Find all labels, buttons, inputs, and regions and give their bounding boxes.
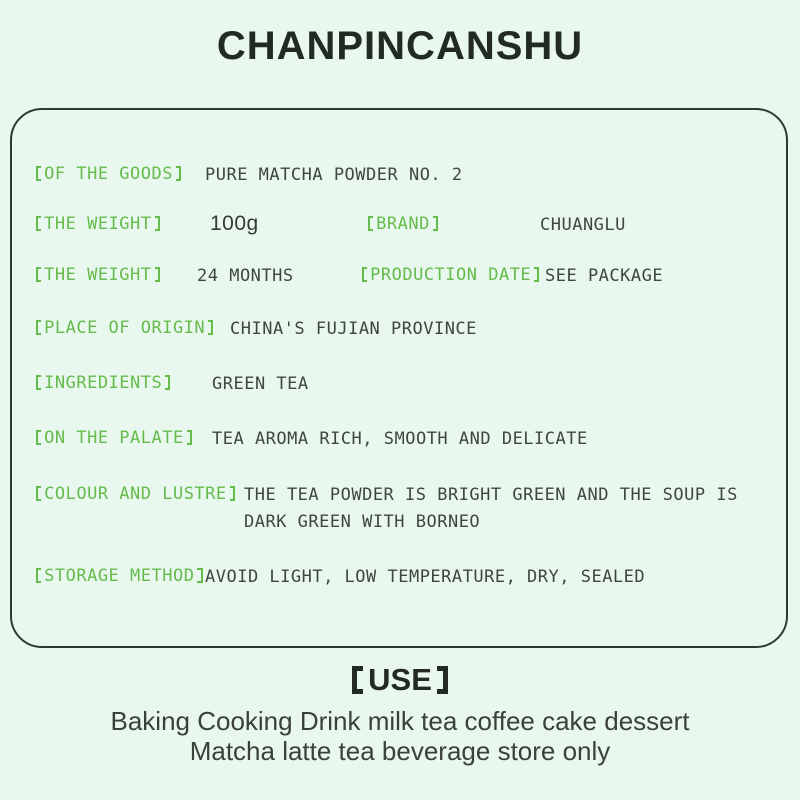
spec-label-storage: STORAGE METHOD [36,566,203,586]
spec-row-weight [12,214,786,242]
spec-label-goods: OF THE GOODS [36,164,181,184]
spec-row-storage [12,566,786,594]
spec-value-production-date: SEE PACKAGE [545,266,664,286]
spec-card [10,108,788,648]
spec-row-palate [12,428,786,456]
page-title: CHANPINCANSHU [216,24,584,68]
use-line-2: Matcha latte tea beverage store only [189,736,611,766]
spec-label-brand: BRAND [368,214,438,234]
spec-value-shelf-life: 24 MONTHS [197,266,294,286]
spec-value-goods: PURE MATCHA POWDER NO. 2 [205,165,463,185]
spec-row-goods [12,164,786,192]
spec-label-colour: COLOUR AND LUSTRE [36,484,235,504]
spec-label-origin: PLACE OF ORIGIN [36,318,213,338]
spec-row-origin [12,318,786,346]
spec-row-colour [12,484,786,532]
spec-value-weight: 100g [210,212,259,235]
spec-value-origin: CHINA'S FUJIAN PROVINCE [230,319,477,339]
spec-value-brand: CHUANGLU [540,215,626,235]
spec-label-palate: ON THE PALATE [36,428,192,448]
spec-value-colour-line1: THE TEA POWDER IS BRIGHT GREEN AND THE SOUP IS [244,485,738,505]
spec-value-colour-line2: DARK GREEN WITH BORNEO [244,512,481,532]
use-heading: USE [0,662,800,698]
spec-label-weight: THE WEIGHT [36,214,160,234]
spec-value-storage: AVOID LIGHT, LOW TEMPERATURE, DRY, SEALED [205,567,646,587]
spec-row-ingredients [12,373,786,401]
spec-label-shelf-life: THE WEIGHT [36,265,160,285]
spec-row-shelf-life [12,265,786,293]
spec-label-production-date: PRODUCTION DATE [362,265,539,285]
spec-label-ingredients: INGREDIENTS [36,373,170,393]
spec-value-ingredients: GREEN TEA [212,374,309,394]
use-line-1: Baking Cooking Drink milk tea coffee cake dessert [110,706,690,736]
spec-value-palate: TEA AROMA RICH, SMOOTH AND DELICATE [212,429,588,449]
